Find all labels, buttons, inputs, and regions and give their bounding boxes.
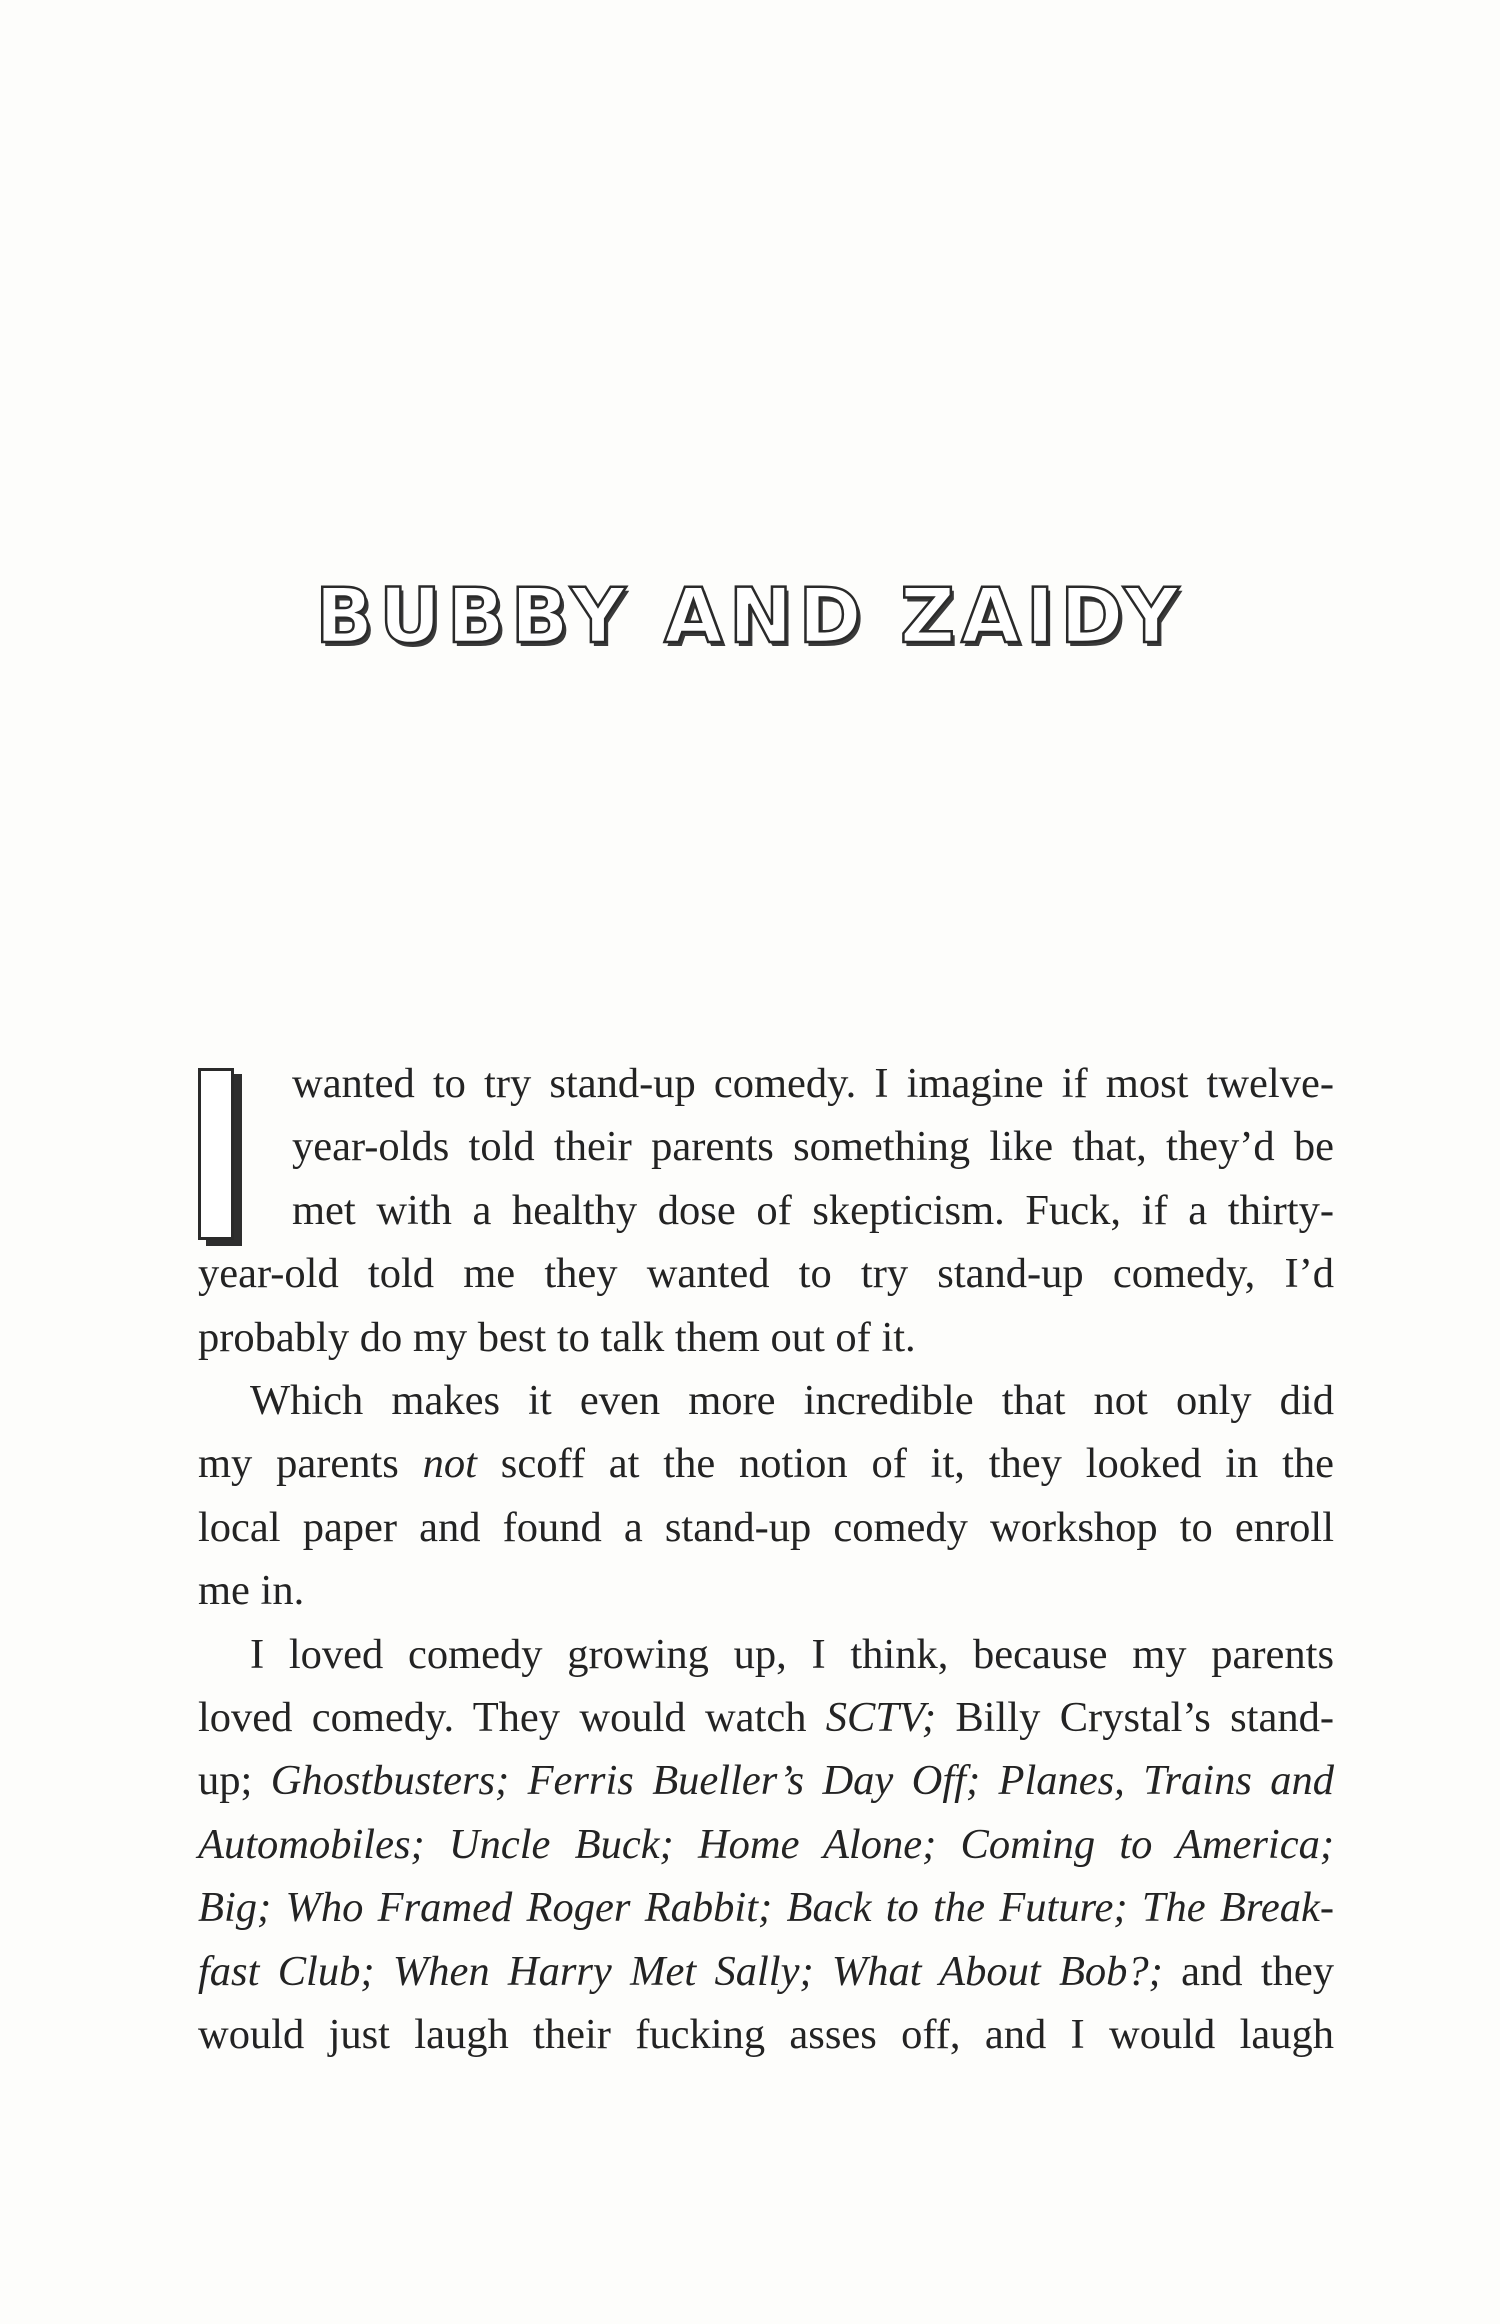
emphasis: SCTV; bbox=[825, 1694, 936, 1742]
text-line: fast Club; When Harry Met Sally; What About Bob?; and they bbox=[198, 1947, 1334, 1995]
text-line bbox=[198, 1876, 1334, 1939]
text-line bbox=[198, 1813, 1334, 1876]
text-line: I loved comedy growing up, I think, because my parents bbox=[250, 1630, 1334, 1678]
text-line: my parents not scoff at the notion of it, they looked in the bbox=[198, 1440, 1334, 1488]
emphasis: fast Club; When Harry Met Sally; What About Bob?; bbox=[198, 1947, 1163, 1995]
text-line: up; Ghostbusters; Ferris Bueller’s Day Off; Planes, Trains and bbox=[198, 1757, 1335, 1805]
text-line: loved comedy. They would watch SCTV; Billy Crystal’s stand- bbox=[198, 1694, 1335, 1742]
body-text bbox=[198, 1052, 1334, 2067]
emphasis: Ghostbusters; Ferris Bueller’s Day Off; Planes, Trains and bbox=[270, 1757, 1335, 1805]
chapter-title: BUBBY AND ZAIDY bbox=[315, 571, 1185, 660]
text-line: probably do my best to talk them out of it. bbox=[198, 1313, 916, 1361]
emphasis: Big; Who Framed Roger Rabbit; Back to the Future; The Break- bbox=[198, 1884, 1334, 1932]
text-line: me in. bbox=[198, 1567, 305, 1615]
text-line: wanted to try stand-up comedy. I imagine if most twelve- bbox=[292, 1060, 1334, 1107]
emphasis: Automobiles; Uncle Buck; Home Alone; Coming to America; bbox=[198, 1820, 1334, 1868]
text-line: year-old told me they wanted to try stand-up comedy, I’d bbox=[198, 1250, 1334, 1298]
text-line: year-olds told their parents something like that, they’d be bbox=[292, 1123, 1334, 1171]
emphasis: not bbox=[422, 1440, 477, 1488]
text-line: Which makes it even more incredible that not only did bbox=[250, 1377, 1334, 1425]
text-line: would just laugh their fucking asses off, and I would laugh bbox=[198, 2011, 1334, 2059]
text-line: met with a healthy dose of skepticism. Fuck, if a thirty- bbox=[292, 1186, 1334, 1234]
text-line: local paper and found a stand-up comedy workshop to enroll bbox=[198, 1503, 1334, 1551]
